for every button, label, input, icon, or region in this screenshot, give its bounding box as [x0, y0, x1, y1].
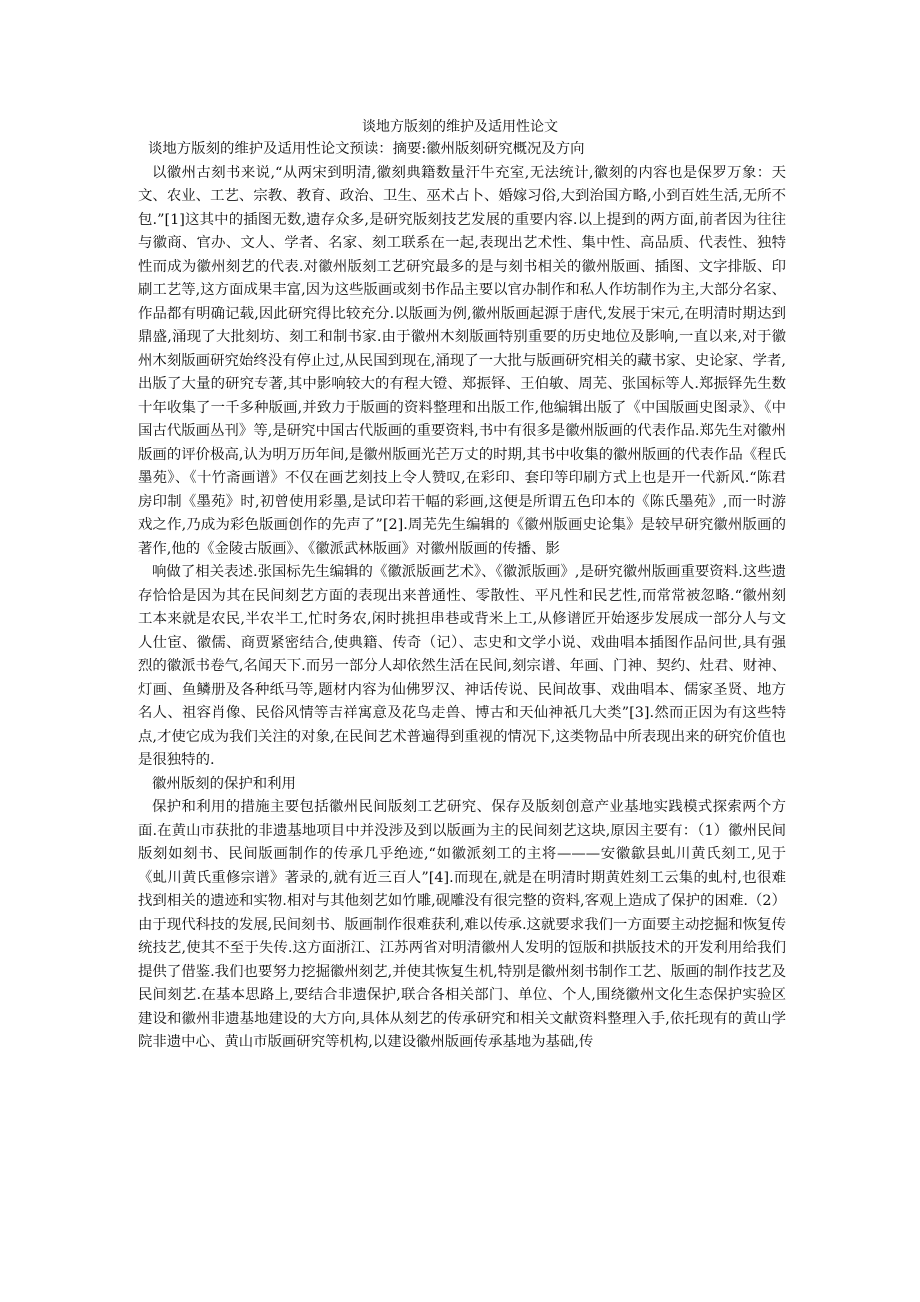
document-body — [138, 138, 786, 1055]
abstract-line: 谈地方版刻的维护及适用性论文预读：摘要:徽州版刻研究概况及方向 — [148, 141, 585, 157]
paragraph-2: 响做了相关表述.张国标先生编辑的《徽派版画艺术》、《徽派版画》,是研究徽州版画重要资料.这些遗存恰恰是因为其在民间刻艺方面的表现出来普通性、零散性、平凡性和民艺性,而常常被忽略.“徽州刻工本来就是农民,半农半工,忙时务农,闲时挑担串巷或背米上工,从修谱匠开始逐步发展成一部分人与文人仕宦、徽儒、商贾紧密结合,使典籍、传奇（记）、志史和文学小说、戏曲唱本插图作品问世,具有强烈的徽派书卷气,名闻天下.而另一部分人却依然生活在民间,刻宗谱、年画、门神、契约、灶君、财神、灯画、鱼鳞册及各种纸马等,题材内容为仙佛罗汉、神话传说、民间故事、戏曲唱本、儒家圣贤、地方名人、祖容肖像、民俗风情等吉祥寓意及花鸟走兽、博古和天仙神祇几大类”[3].然而正因为有这些特点,才使它成为我们关注的对象,在民间艺术普遍得到重视的情况下,这类物品中所表现出来的研究价值也是很独特的. — [138, 564, 786, 768]
document-title: 谈地方版刻的维护及适用性论文 — [362, 119, 558, 135]
paragraph-3: 保护和利用的措施主要包括徽州民间版刻工艺研究、保存及版刻创意产业基地实践模式探索两个方面.在黄山市获批的非遗基地项目中并没涉及到以版画为主的民间刻艺这块,原因主要有：（1）徽州民间版刻如刻书、民间版画制作的传承几乎绝迹,“如徽派刻工的主将———安徽歙县虬川黄氏刻工,见于《虬川黄氏重修宗谱》著录的,就有近三百人”[4].而现在,就是在明清时期黄姓刻工云集的虬村,也很难找到相关的遗迹和实物.相对与其他刻艺如竹雕,砚雕没有很完整的资料,客观上造成了保护的困难.（2）由于现代科技的发展,民间刻书、版画制作很难获利,难以传承.这就要求我们一方面要主动挖掘和恢复传统技艺,使其不至于失传.这方面浙江、江苏两省对明清徽州人发明的饾版和拱版技术的开发利用给我们提供了借鉴.我们也要努力挖掘徽州刻艺,并使其恢复生机,特别是徽州刻书制作工艺、版画的制作技艺及民间刻艺.在基本思路上,要结合非遗保护,联合各相关部门、单位、个人,围绕徽州文化生态保护实验区建设和徽州非遗基地建设的大方向,具体从刻艺的传承研究和相关文献资料整理入手,依托现有的黄山学院非遗中心、黄山市版画研究等机构,以建设徽州版画传承基地为基础,传 — [138, 799, 786, 1050]
paragraph-1: 以徽州古刻书来说,“从两宋到明清,徽刻典籍数量汗牛充室,无法统计,徽刻的内容也是保罗万象：天文、农业、工艺、宗教、教育、政治、卫生、巫术占卜、婚嫁习俗,大到治国方略,小到百姓生活,无所不包.”[1]这其中的插图无数,遗存众多,是研究版刻技艺发展的重要内容.以上提到的两方面,前者因为往往与徽商、官办、文人、学者、名家、刻工联系在一起,表现出艺术性、集中性、高品质、代表性、独特性而成为徽州刻艺的代表.对徽州版刻工艺研究最多的是与刻书相关的徽州版画、插图、文字排版、印刷工艺等,这方面成果丰富,因为这些版画或刻书作品主要以官办制作和私人作坊制作为主,大部分名家、作品都有明确记载,因此研究得比较充分.以版画为例,徽州版画起源于唐代,发展于宋元,在明清时期达到鼎盛,涌现了大批刻坊、刻工和制书家.由于徽州木刻版画特别重要的历史地位及影响,一直以来,对于徽州木刻版画研究始终没有停止过,从民国到现在,涌现了一大批与版画研究相关的藏书家、史论家、学者,出版了大量的研究专著,其中影响较大的有程大镫、郑振铎、王伯敏、周芜、张国标等人.郑振铎先生数十年收集了一千多种版画,并致力于版画的资料整理和出版工作,他编辑出版了《中国版画史图录》、《中国古代版画丛刊》等,是研究中国古代版画的重要资料,书中有很多是徽州版画的代表作品.郑先生对徽州版画的评价极高,认为明万历年间,是徽州版画光芒万丈的时期,其书中收集的徽州版画的代表作品《程氏墨苑》、《十竹斋画谱》不仅在画艺刻技上令人赞叹,在彩印、套印等印刷方式上也是开一代新风.“陈君房印制《墨苑》时,初曾使用彩墨,是试印若干幅的彩画,这便是所谓五色印本的《陈氏墨苑》,而一时游戏之作,乃成为彩色版画创作的先声了”[2].周芜先生编辑的《徽州版画史论集》是较早研究徽州版画的著作,他的《金陵古版画》、《徽派武林版画》对徽州版画的传播、影 — [138, 164, 786, 557]
section-heading: 徽州版刻的保护和利用 — [152, 775, 296, 792]
